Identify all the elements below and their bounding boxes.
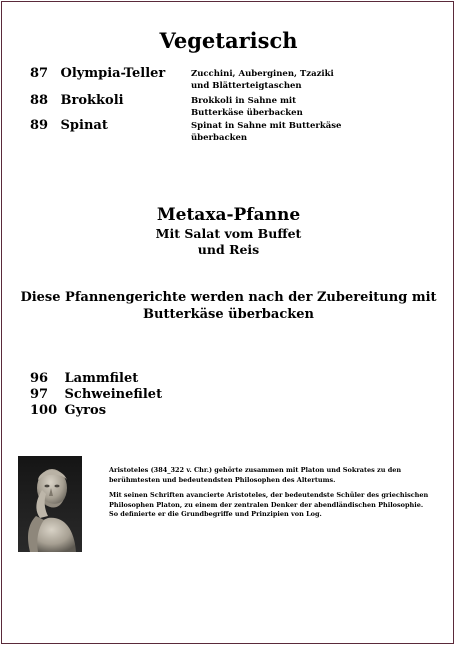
item-number: 89 xyxy=(30,118,49,133)
item-name: Spinat xyxy=(60,118,108,133)
metaxa-subtitle: Mit Salat vom Buffet xyxy=(155,226,302,241)
menu-item-100 xyxy=(30,403,106,418)
item-name: Schweinefilet xyxy=(64,387,163,402)
item-name: Brokkoli xyxy=(60,93,124,108)
metaxa-subtitle: und Reis xyxy=(197,242,260,257)
item-number: 87 xyxy=(30,66,49,81)
item-description: Brokkoli in Sahne mit Butterkäse überbacken xyxy=(191,96,303,118)
menu-item-89 xyxy=(30,118,108,133)
item-number: 88 xyxy=(30,93,49,108)
item-description: Zucchini, Auberginen, Tzaziki und Blätterteigtaschen xyxy=(191,69,334,91)
item-name: Lammfilet xyxy=(64,371,139,386)
item-description: Spinat in Sahne mit Butterkäse überbacken xyxy=(191,121,342,143)
menu-item-88 xyxy=(30,93,124,108)
menu-item-87 xyxy=(30,66,165,81)
item-number: 97 xyxy=(30,387,49,402)
aristoteles-paragraph: Mit seinen Schriften avancierte Aristoteles, der bedeutendste Schüler des griechischen Philosophen Platon, zu einem der zentralen Denker der abendländischen Philosophie. So definierte er die Grundbegriffe und Prinzipien von Log. xyxy=(109,491,429,518)
aristoteles-info xyxy=(109,466,429,526)
aristoteles-bust-image xyxy=(18,456,82,552)
item-name: Gyros xyxy=(64,403,107,418)
item-number: 96 xyxy=(30,371,49,386)
item-name: Olympia-Teller xyxy=(60,66,166,81)
vegetarian-title: Vegetarisch xyxy=(159,28,298,53)
menu-item-96 xyxy=(30,371,138,386)
menu-item-97 xyxy=(30,387,162,402)
item-number: 100 xyxy=(30,403,58,418)
aristoteles-paragraph: Aristoteles (384_322 v. Chr.) gehörte zusammen mit Platon und Sokrates zu den berühmtesten und bedeutendsten Philosophen des Altertums. xyxy=(109,466,402,484)
metaxa-title: Metaxa-Pfanne xyxy=(156,205,301,225)
pan-note: Diese Pfannengerichte werden nach der Zubereitung mit Butterkäse überbacken xyxy=(20,290,437,322)
